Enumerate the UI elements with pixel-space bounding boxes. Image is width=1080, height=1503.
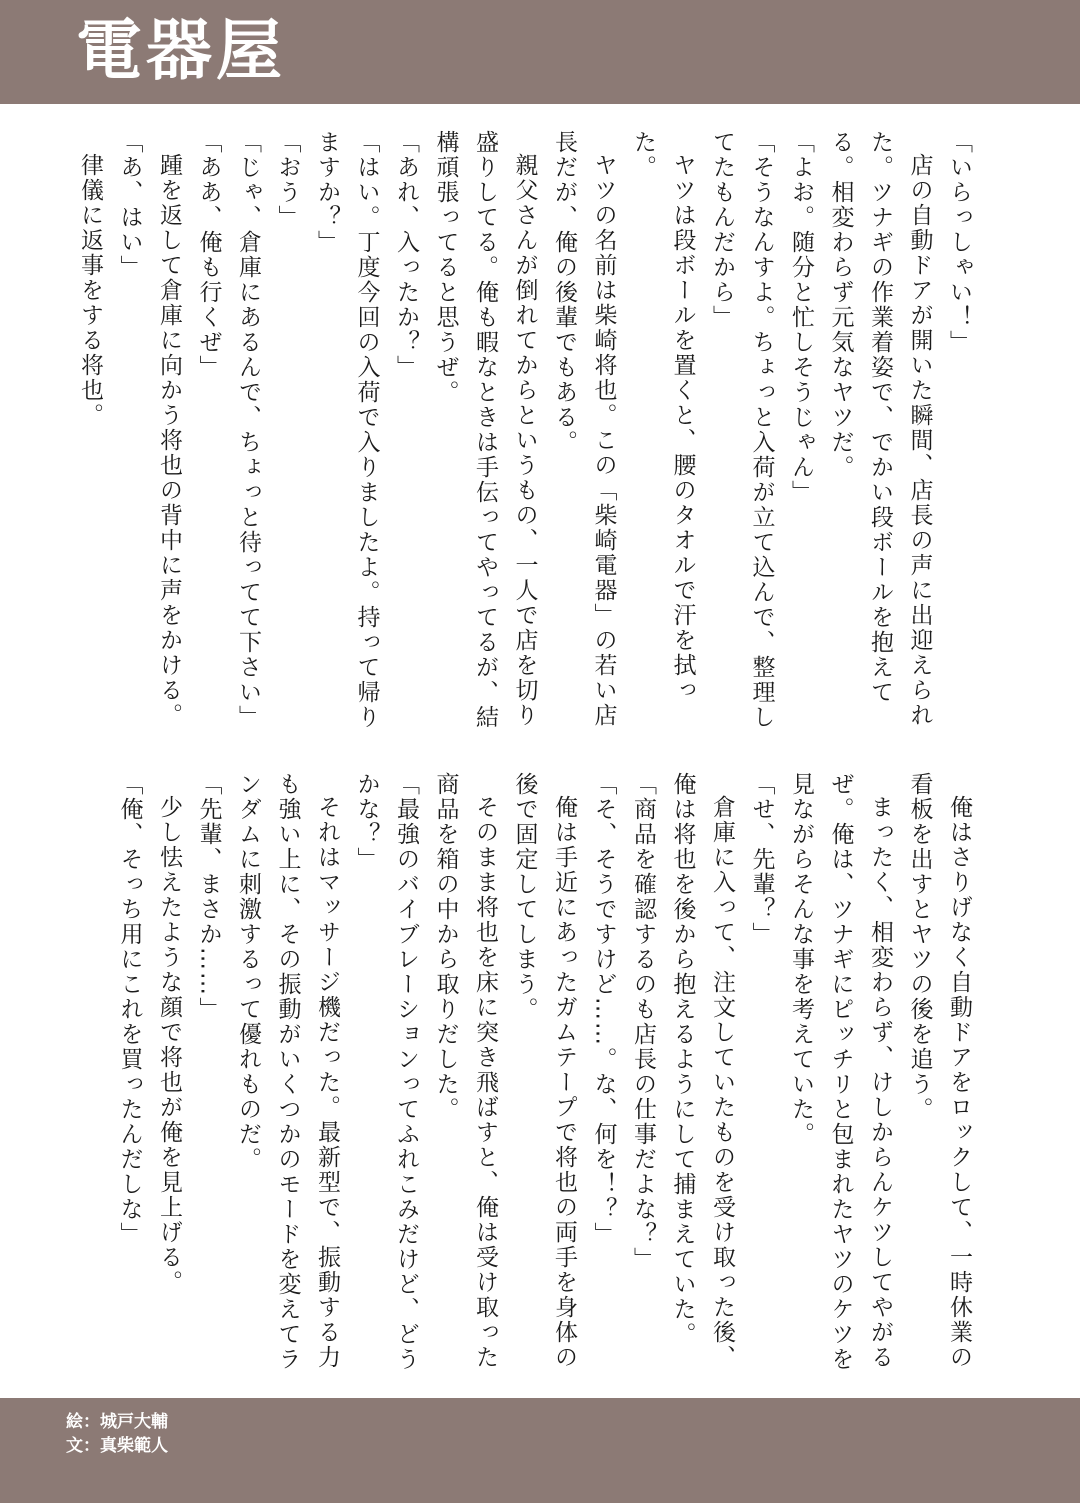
story-paragraph: 少し怯えたような顔で将也が俺を見上げる。 (156, 795, 182, 1295)
story-paragraph: 「ああ、俺も行くぜ」 (195, 130, 222, 380)
story-paragraph: 「最強のバイブレーションってふれこみだけど、どうかな？」 (353, 772, 419, 1372)
story-paragraph: 「いらっしゃい！」 (946, 130, 972, 355)
illustration-credit: 絵：城戸大輔 (66, 1412, 168, 1432)
story-paragraph: 「俺、そっち用にこれを買ったんだしな」 (116, 772, 143, 1247)
credits (66, 1410, 168, 1458)
story-paragraph: 「先輩、まさか……」 (195, 772, 222, 1022)
story-paragraph: 律儀に返事をする将也。 (77, 153, 103, 428)
story-paragraph: 踵を返して倉庫に向かう将也の背中に声をかける。 (156, 153, 182, 728)
story-paragraph: 「よお。随分と忙しそうじゃん」 (788, 130, 814, 505)
story-paragraph: 「おう」 (274, 130, 301, 230)
story-paragraph: 「あ、はい」 (116, 130, 143, 280)
story-paragraph: 「はい。丁度今回の入荷で入りましたよ。持って帰りますか？」 (314, 130, 380, 730)
text-credit: 文：真柴範人 (66, 1436, 168, 1456)
story-paragraph: 倉庫に入って、注文していたものを受け取った後、俺は将也を後から抱えるようにして捕まえていた。 (669, 772, 735, 1370)
story-paragraph: 俺は手近にあったガムテープで将也の両手を身体の後で固定してしまう。 (511, 772, 577, 1370)
story-paragraph: 「あれ、入ったか？」 (393, 130, 419, 380)
story-paragraph: ヤツの名前は柴崎将也。この「柴崎電器」の若い店長だが、俺の後輩でもある。 (551, 130, 617, 728)
story-block-upper (77, 130, 978, 740)
story-paragraph: ヤツは段ボールを置くと、腰のタオルで汗を拭った。 (630, 130, 696, 703)
story-paragraph: 「そうなんすよ。ちょっと入荷が立て込んで、整理してたもんだから」 (709, 130, 775, 730)
story-paragraph: 俺はさりげなく自動ドアをロックして、一時休業の看板を出すとヤツの後を追う。 (906, 772, 972, 1370)
story-paragraph: それはマッサージ機だった。最新型で、振動する力も強い上に、その振動がいくつかのモードを変えてランダムに刺激するって優れものだ。 (235, 772, 340, 1372)
story-block-lower (108, 772, 978, 1382)
story-paragraph: 店の自動ドアが開いた瞬間、店長の声に出迎えられた。ツナギの作業着姿で、でかい段ボールを抱えてる。相変わらず元気なヤツだ。 (827, 130, 933, 728)
story-paragraph: まったく、相変わらず、けしからんケツしてやがるぜ。俺は、ツナギにピッチリと包まれたヤツのケツを見ながらそんな事を考えていた。 (788, 772, 893, 1372)
story-paragraph: 「じゃ、倉庫にあるんで、ちょっと待ってて下さい」 (235, 130, 261, 730)
page-title: 電器屋 (76, 12, 286, 89)
story-paragraph: そのまま将也を床に突き飛ばすと、俺は受け取った商品を箱の中から取りだした。 (432, 772, 498, 1370)
story-paragraph: 「そ、そうですけど……。な、何を！？」 (590, 772, 617, 1247)
story-paragraph: 親父さんが倒れてからというもの、一人で店を切り盛りしてる。俺も暇なときは手伝ってやってるが、結構頑張ってると思うぜ。 (432, 130, 538, 730)
story-paragraph: 「せ、先輩？」 (748, 772, 775, 947)
story-paragraph: 「商品を確認するのも店長の仕事だよな？」 (630, 772, 656, 1272)
